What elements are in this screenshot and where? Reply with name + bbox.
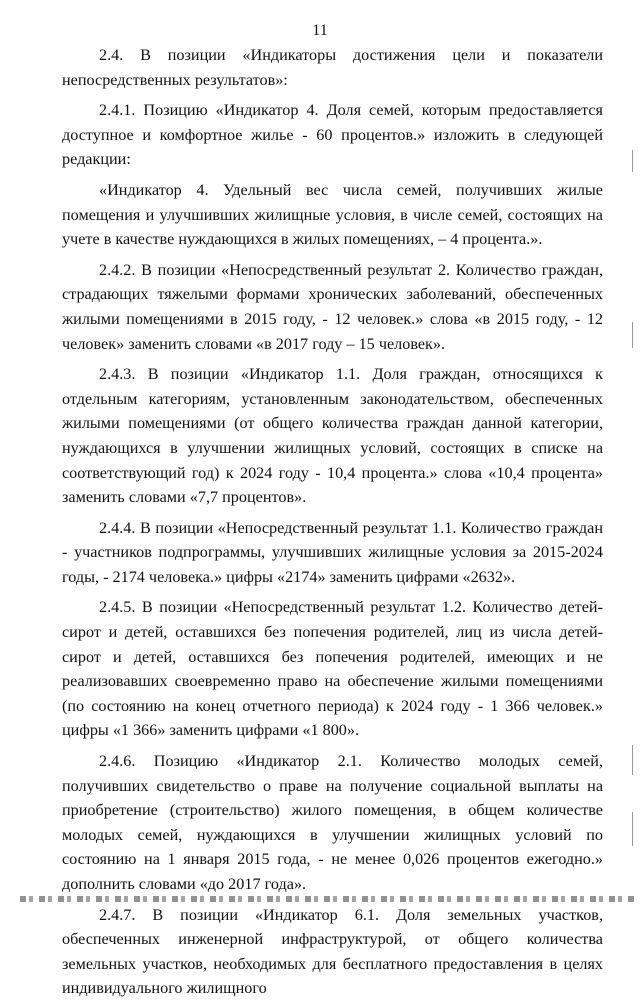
paragraph-2-4: 2.4. В позиции «Индикаторы достижения цели и показатели непосредственных результатов»: [62, 46, 603, 89]
scan-edge-mark [632, 322, 633, 348]
scan-bottom-edge [20, 896, 635, 902]
paragraph-2-4-3: 2.4.3. В позиции «Индикатор 1.1. Доля граждан, относящихся к отдельным категориям, установленным законодательством, обеспеченных жилыми помещениями (от общего количества граждан данной категории, нуждающихся в улучшении жилищных условий, состоящих в списке на соответствующий год) к 2024 году - 10,4 процента.» слова «10,4 процента» заменить словами «7,7 процентов». [62, 365, 603, 507]
scan-edge-mark [632, 812, 633, 846]
paragraph-indicator-4-quote: «Индикатор 4. Удельный вес числа семей, получивших жилые помещения и улучшивших жилищные условия, в числе семей, состоящих на учете в качестве нуждающихся в жилых помещениях, – 4 процента.». [62, 180, 603, 249]
paragraph-2-4-5: 2.4.5. В позиции «Непосредственный результат 1.2. Количество детей-сирот и детей, оставшихся без попечения родителей, лиц из числа детей-сирот и детей, оставшихся без попечения родителей, имеющих и не реализовавших своевременно право на обеспечение жилыми помещениями (по состоянию на конец отчетного периода) к 2024 году - 1 366 человек.» цифры «1 366» заменить цифрами «1 800». [62, 598, 603, 740]
paragraph-2-4-6: 2.4.6. Позицию «Индикатор 2.1. Количество молодых семей, получивших свидетельство о праве на получение социальной выплаты на приобретение (строительство) жилого помещения, в общем количестве молодых семей, нуждающихся в улучшении жилищных условий по состоянию на 1 января 2015 года, - не менее 0,026 процентов ежегодно.» дополнить словами «до 2017 года». [62, 752, 603, 893]
paragraph-2-4-4: 2.4.4. В позиции «Непосредственный результат 1.1. Количество граждан - участников подпрограммы, улучшивших жилищные условия за 2015-2024 годы, - 2174 человека.» цифры «2174» заменить цифрами «2632». [62, 518, 603, 586]
scan-edge-mark [632, 150, 633, 172]
document-body [62, 43, 603, 1007]
paragraph-2-4-7: 2.4.7. В позиции «Индикатор 6.1. Доля земельных участков, обеспеченных инженерной инфраструктурой, от общего количества земельных участков, необходимых для бесплатного предоставления в целях индивидуального жилищного [62, 905, 603, 998]
page-number: 11 [312, 22, 328, 39]
scan-edge-mark [632, 745, 633, 775]
paragraph-2-4-2: 2.4.2. В позиции «Непосредственный результат 2. Количество граждан, страдающих тяжелыми формами хронических заболеваний, обеспеченных жилыми помещениями в 2015 году, - 12 человек.» слова «в 2015 году, - 12 человек» заменить словами «в 2017 году – 15 человек». [62, 260, 603, 353]
paragraph-2-4-1: 2.4.1. Позицию «Индикатор 4. Доля семей, которым предоставляется доступное и комфортное жилье - 60 процентов.» изложить в следующей редакции: [62, 101, 603, 169]
